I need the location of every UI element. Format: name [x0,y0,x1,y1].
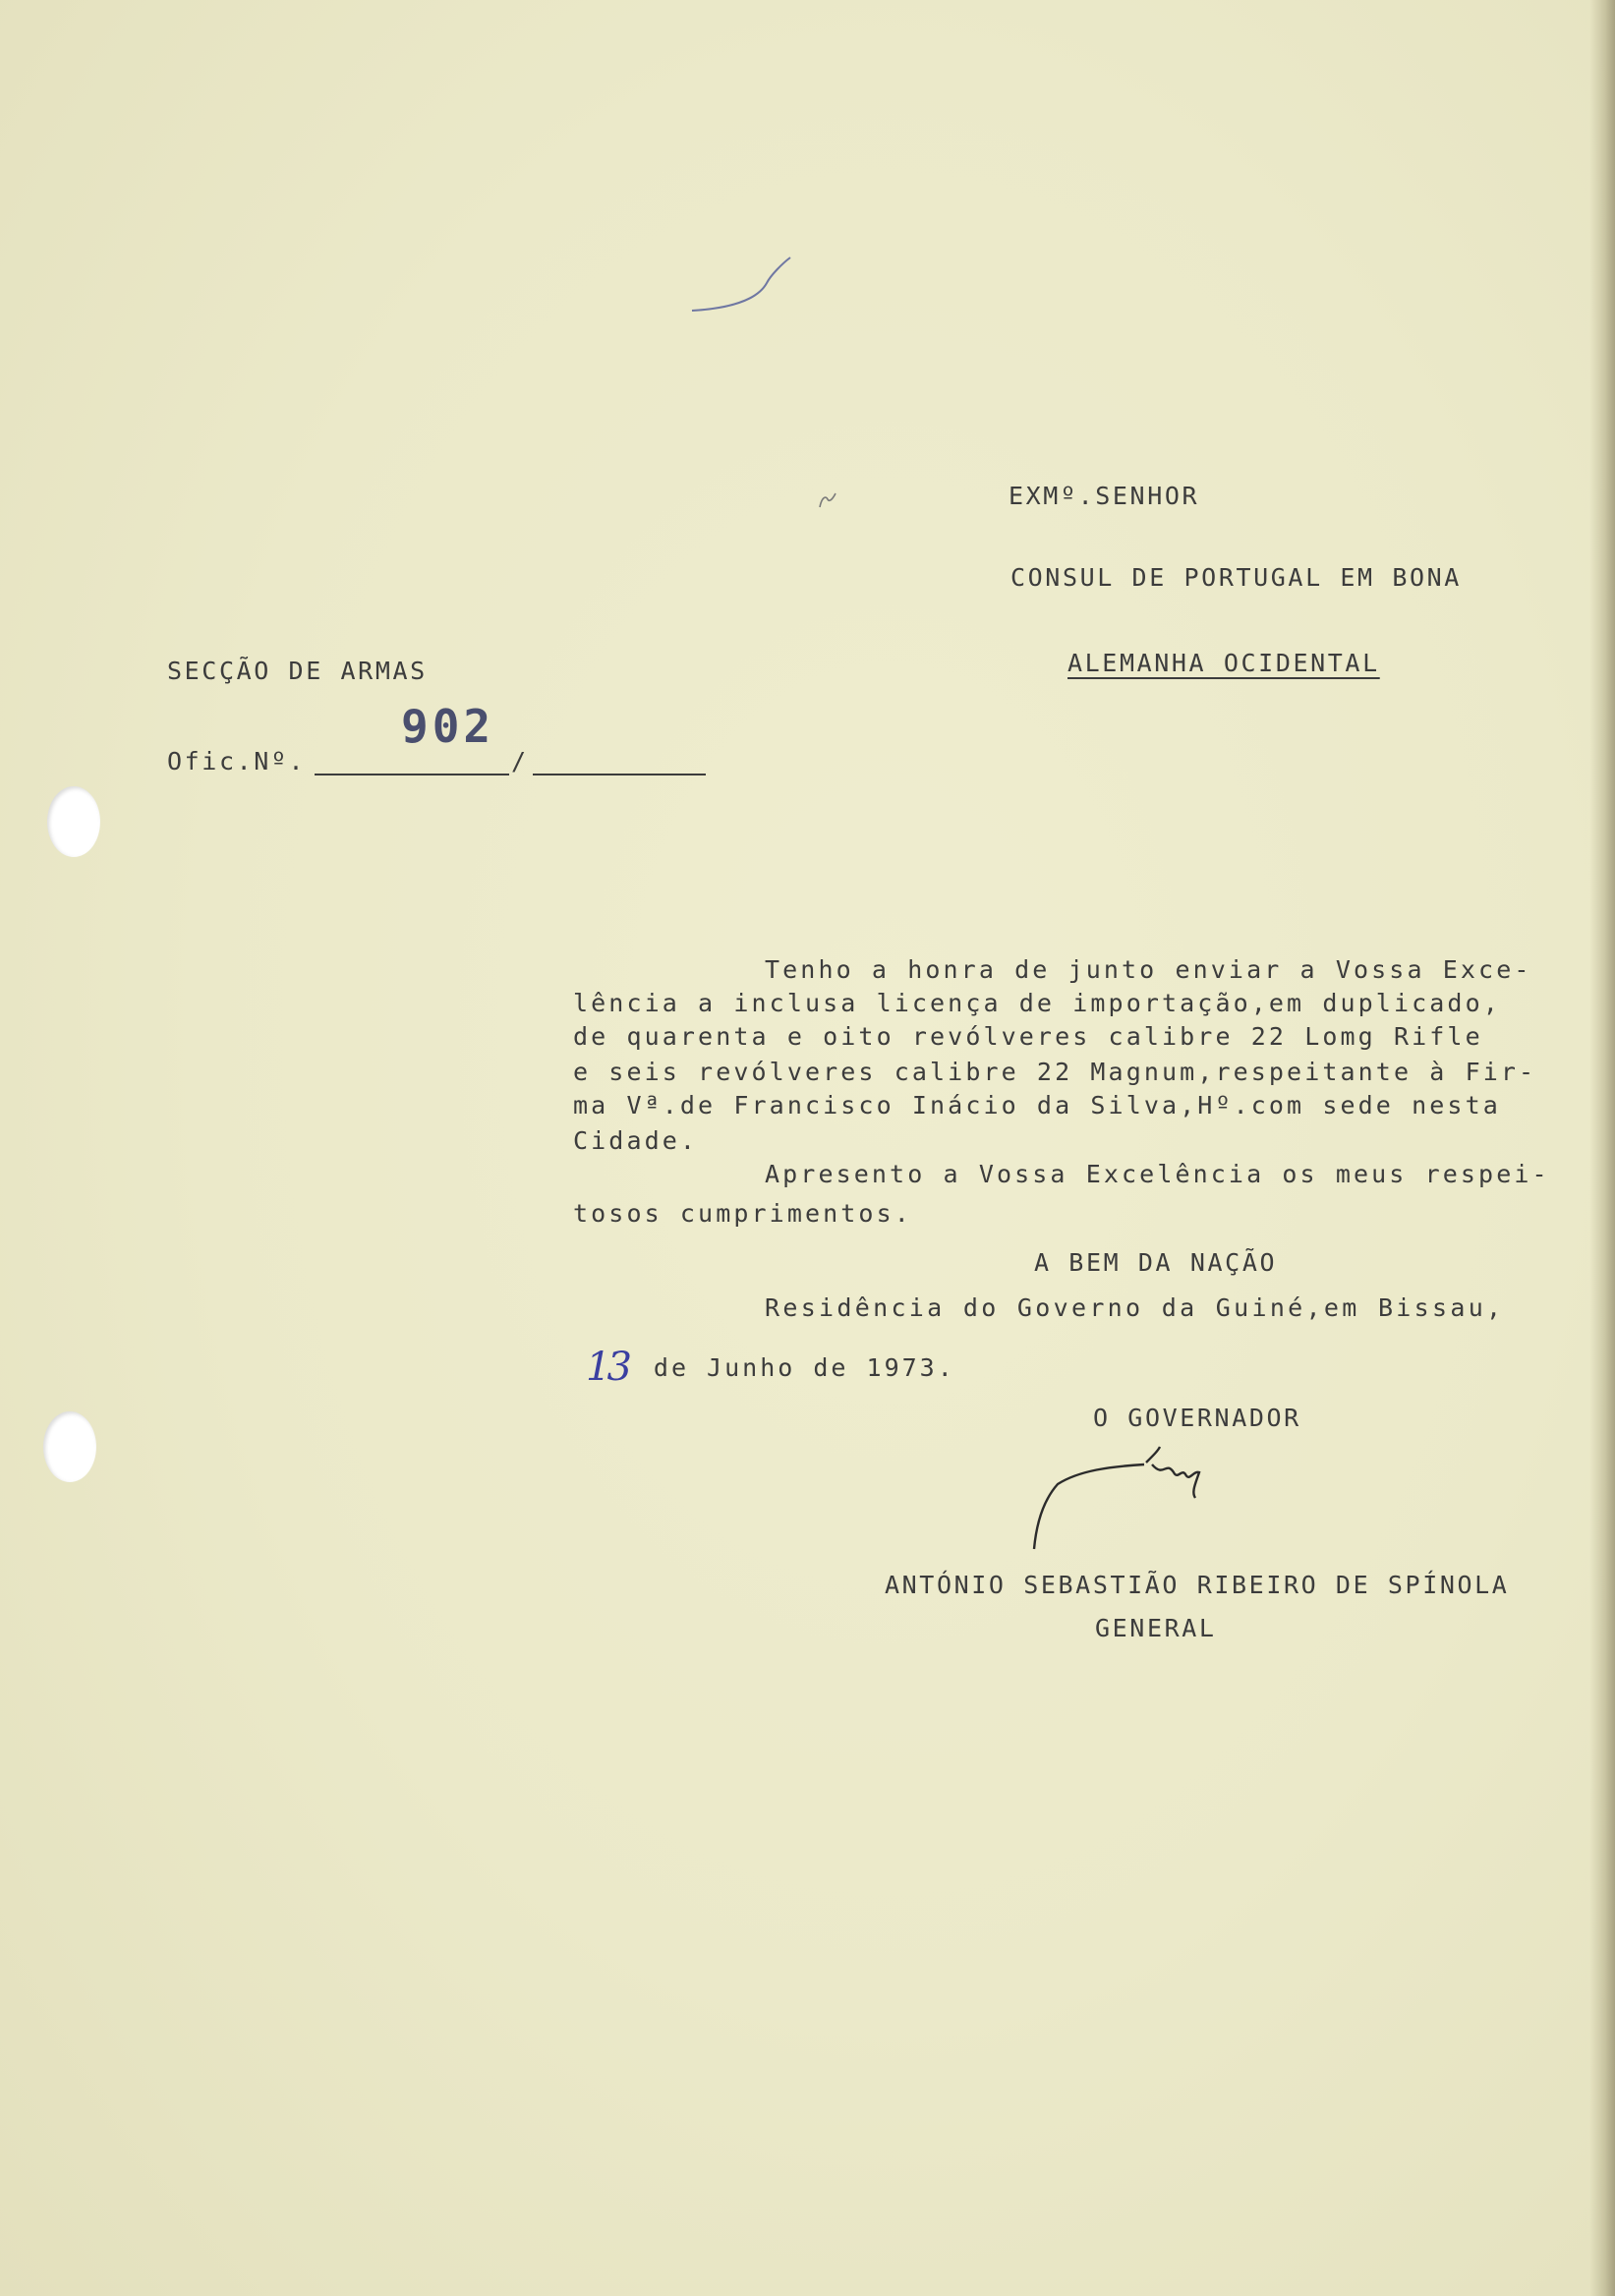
date-line [570,1327,955,1407]
pen-tick-mark [688,254,796,316]
date-rest: de Junho de 1973. [653,1352,955,1382]
body-line-2: lência a inclusa licença de importação,em duplicado, [573,989,1501,1017]
handwritten-day: 13 [586,1345,628,1390]
closing-place-line: Residência do Governo da Guiné,em Bissau, [765,1293,1505,1322]
body-line-5: ma Vª.de Francisco Inácio da Silva,Hº.com sede nesta [573,1091,1501,1119]
body-line-4: e seis revólveres calibre 22 Magnum,respeitante à Fir- [573,1058,1537,1086]
punch-hole-top [47,786,100,857]
page-edge-shadow [1589,0,1615,2296]
body-line-1: Tenho a honra de junto enviar a Vossa Exce- [765,955,1532,984]
addressee-salutation: EXMº.SENHOR [1009,482,1200,510]
ofic-label: Ofic.Nº. [167,747,307,775]
signatory-rank: GENERAL [1095,1614,1217,1642]
ofic-number-stamp: 902 [401,700,495,753]
body-line-7: Apresento a Vossa Excelência os meus respei- [765,1160,1550,1188]
section-name: SECÇÃO DE ARMAS [167,657,428,685]
body-line-3: de quarenta e oito revólveres calibre 22 Lomg Rifle [573,1022,1483,1051]
ofic-separator: / [511,747,529,775]
addressee-country: ALEMANHA OCIDENTAL [1067,649,1380,677]
signatory-name: ANTÓNIO SEBASTIÃO RIBEIRO DE SPÍNOLA [885,1571,1510,1599]
punch-hole-bottom [43,1411,96,1482]
body-line-8: tosos cumprimentos. [573,1199,912,1228]
handwritten-signature [1028,1445,1244,1553]
signature-title: O GOVERNADOR [1093,1404,1301,1432]
small-tick-mark [816,489,839,511]
closing-motto: A BEM DA NAÇÃO [1034,1248,1278,1277]
ofic-number-underline [315,774,509,775]
addressee-recipient: CONSUL DE PORTUGAL EM BONA [1010,563,1462,592]
ofic-year-underline [533,774,706,775]
body-line-6: Cidade. [573,1126,699,1155]
